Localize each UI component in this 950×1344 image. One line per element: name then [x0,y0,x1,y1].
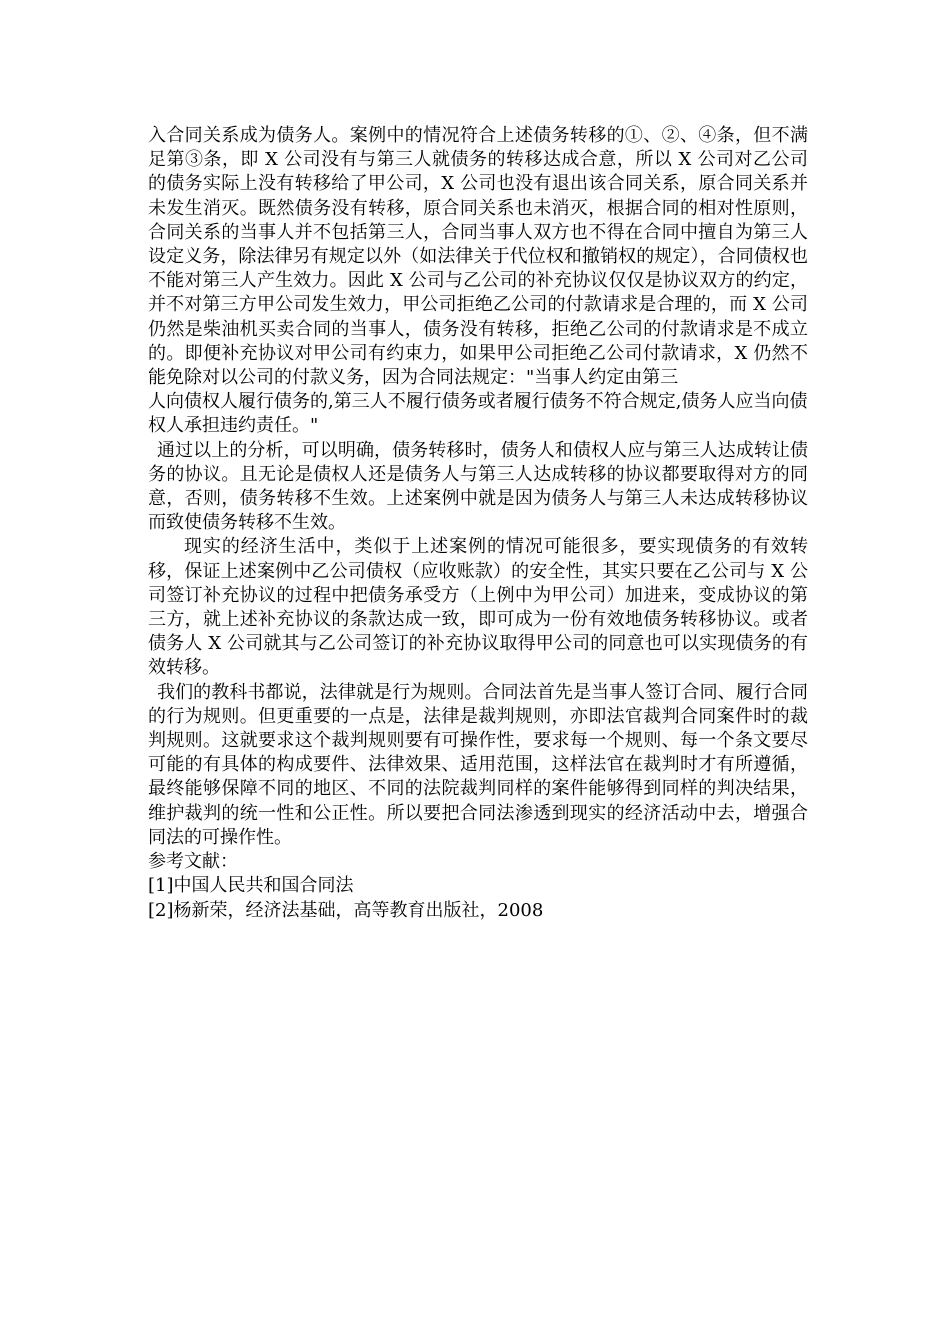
reference-item-2: [2]杨新荣，经济法基础，高等教育出版社，2008 [148,899,544,921]
body-paragraph-4: 我们的教科书都说，法律就是行为规则。合同法首先是当事人签订合同、履行合同的行为规则。但更重要的一点是，法律是裁判规则，亦即法官裁判合同案件时的裁判规则。这就要求这个裁判规则要有可操作性，要求每一个规则、每一个条文要尽可能的有具体的构成要件、法律效果、适用范围，这样法官在裁判时才有所遵循，最终能够保障不同的地区、不同的法院裁判同样的案件能够得到同样的判决结果，维护裁判的统一性和公正性。所以要把合同法渗透到现实的经济活动中去，增强合同法的可操作性。 [148,681,808,848]
references-heading: 参考文献： [148,851,238,873]
body-paragraph-1-continued: 人向债权人履行债务的,第三人不履行债务或者履行债务不符合规定,债务人应当向债权人承担违约责任。" [148,391,808,437]
body-paragraph-3: 现实的经济生活中，类似于上述案例的情况可能很多，要实现债务的有效转移，保证上述案例中乙公司债权（应收账款）的安全性，其实只要在乙公司与 X 公司签订补充协议的过程中把债务承受方（上例中为甲公司）加进来，变成协议的第三方，就上述补充协议的条款达成一致，即可成为一份有效地债务转移协议。或者债务人 X 公司就其与乙公司签订的补充协议取得甲公司的同意也可以实现债务的有效转移。 [148,536,808,679]
body-paragraph-1: 入合同关系成为债务人。案例中的情况符合上述债务转移的①、②、④条，但不满足第③条，即 X 公司没有与第三人就债务的转移达成合意，所以 X 公司对乙公司的债务实际上没有转移给了甲公司，X 公司也没有退出该合同关系，原合同关系并未发生消灭。既然债务没有转移，原合同关系也未消灭，根据合同的相对性原则，合同关系的当事人并不包括第三人，合同当事人双方也不得在合同中擅自为第三人设定义务，除法律另有规定以外（如法律关于代位权和撤销权的规定），合同债权也不能对第三人产生效力。因此 X 公司与乙公司的补充协议仅仅是协议双方的约定，并不对第三方甲公司发生效力，甲公司拒绝乙公司的付款请求是合理的，而 X 公司仍然是柴油机买卖合同的当事人，债务没有转移，拒绝乙公司的付款请求是不成立的。即便补充协议对甲公司有约束力，如果甲公司拒绝乙公司付款请求，X 仍然不能免除对以公司的付款义务，因为合同法规定："当事人约定由第三 [148,125,808,389]
document-body [148,124,808,923]
reference-item-1: [1]中国人民共和国合同法 [148,875,354,897]
body-paragraph-2: 通过以上的分析，可以明确，债务转移时，债务人和债权人应与第三人达成转让债务的协议。且无论是债权人还是债务人与第三人达成转移的协议都要取得对方的同意，否则，债务转移不生效。上述案例中就是因为债务人与第三人未达成转移协议而致使债务转移不生效。 [148,439,808,534]
